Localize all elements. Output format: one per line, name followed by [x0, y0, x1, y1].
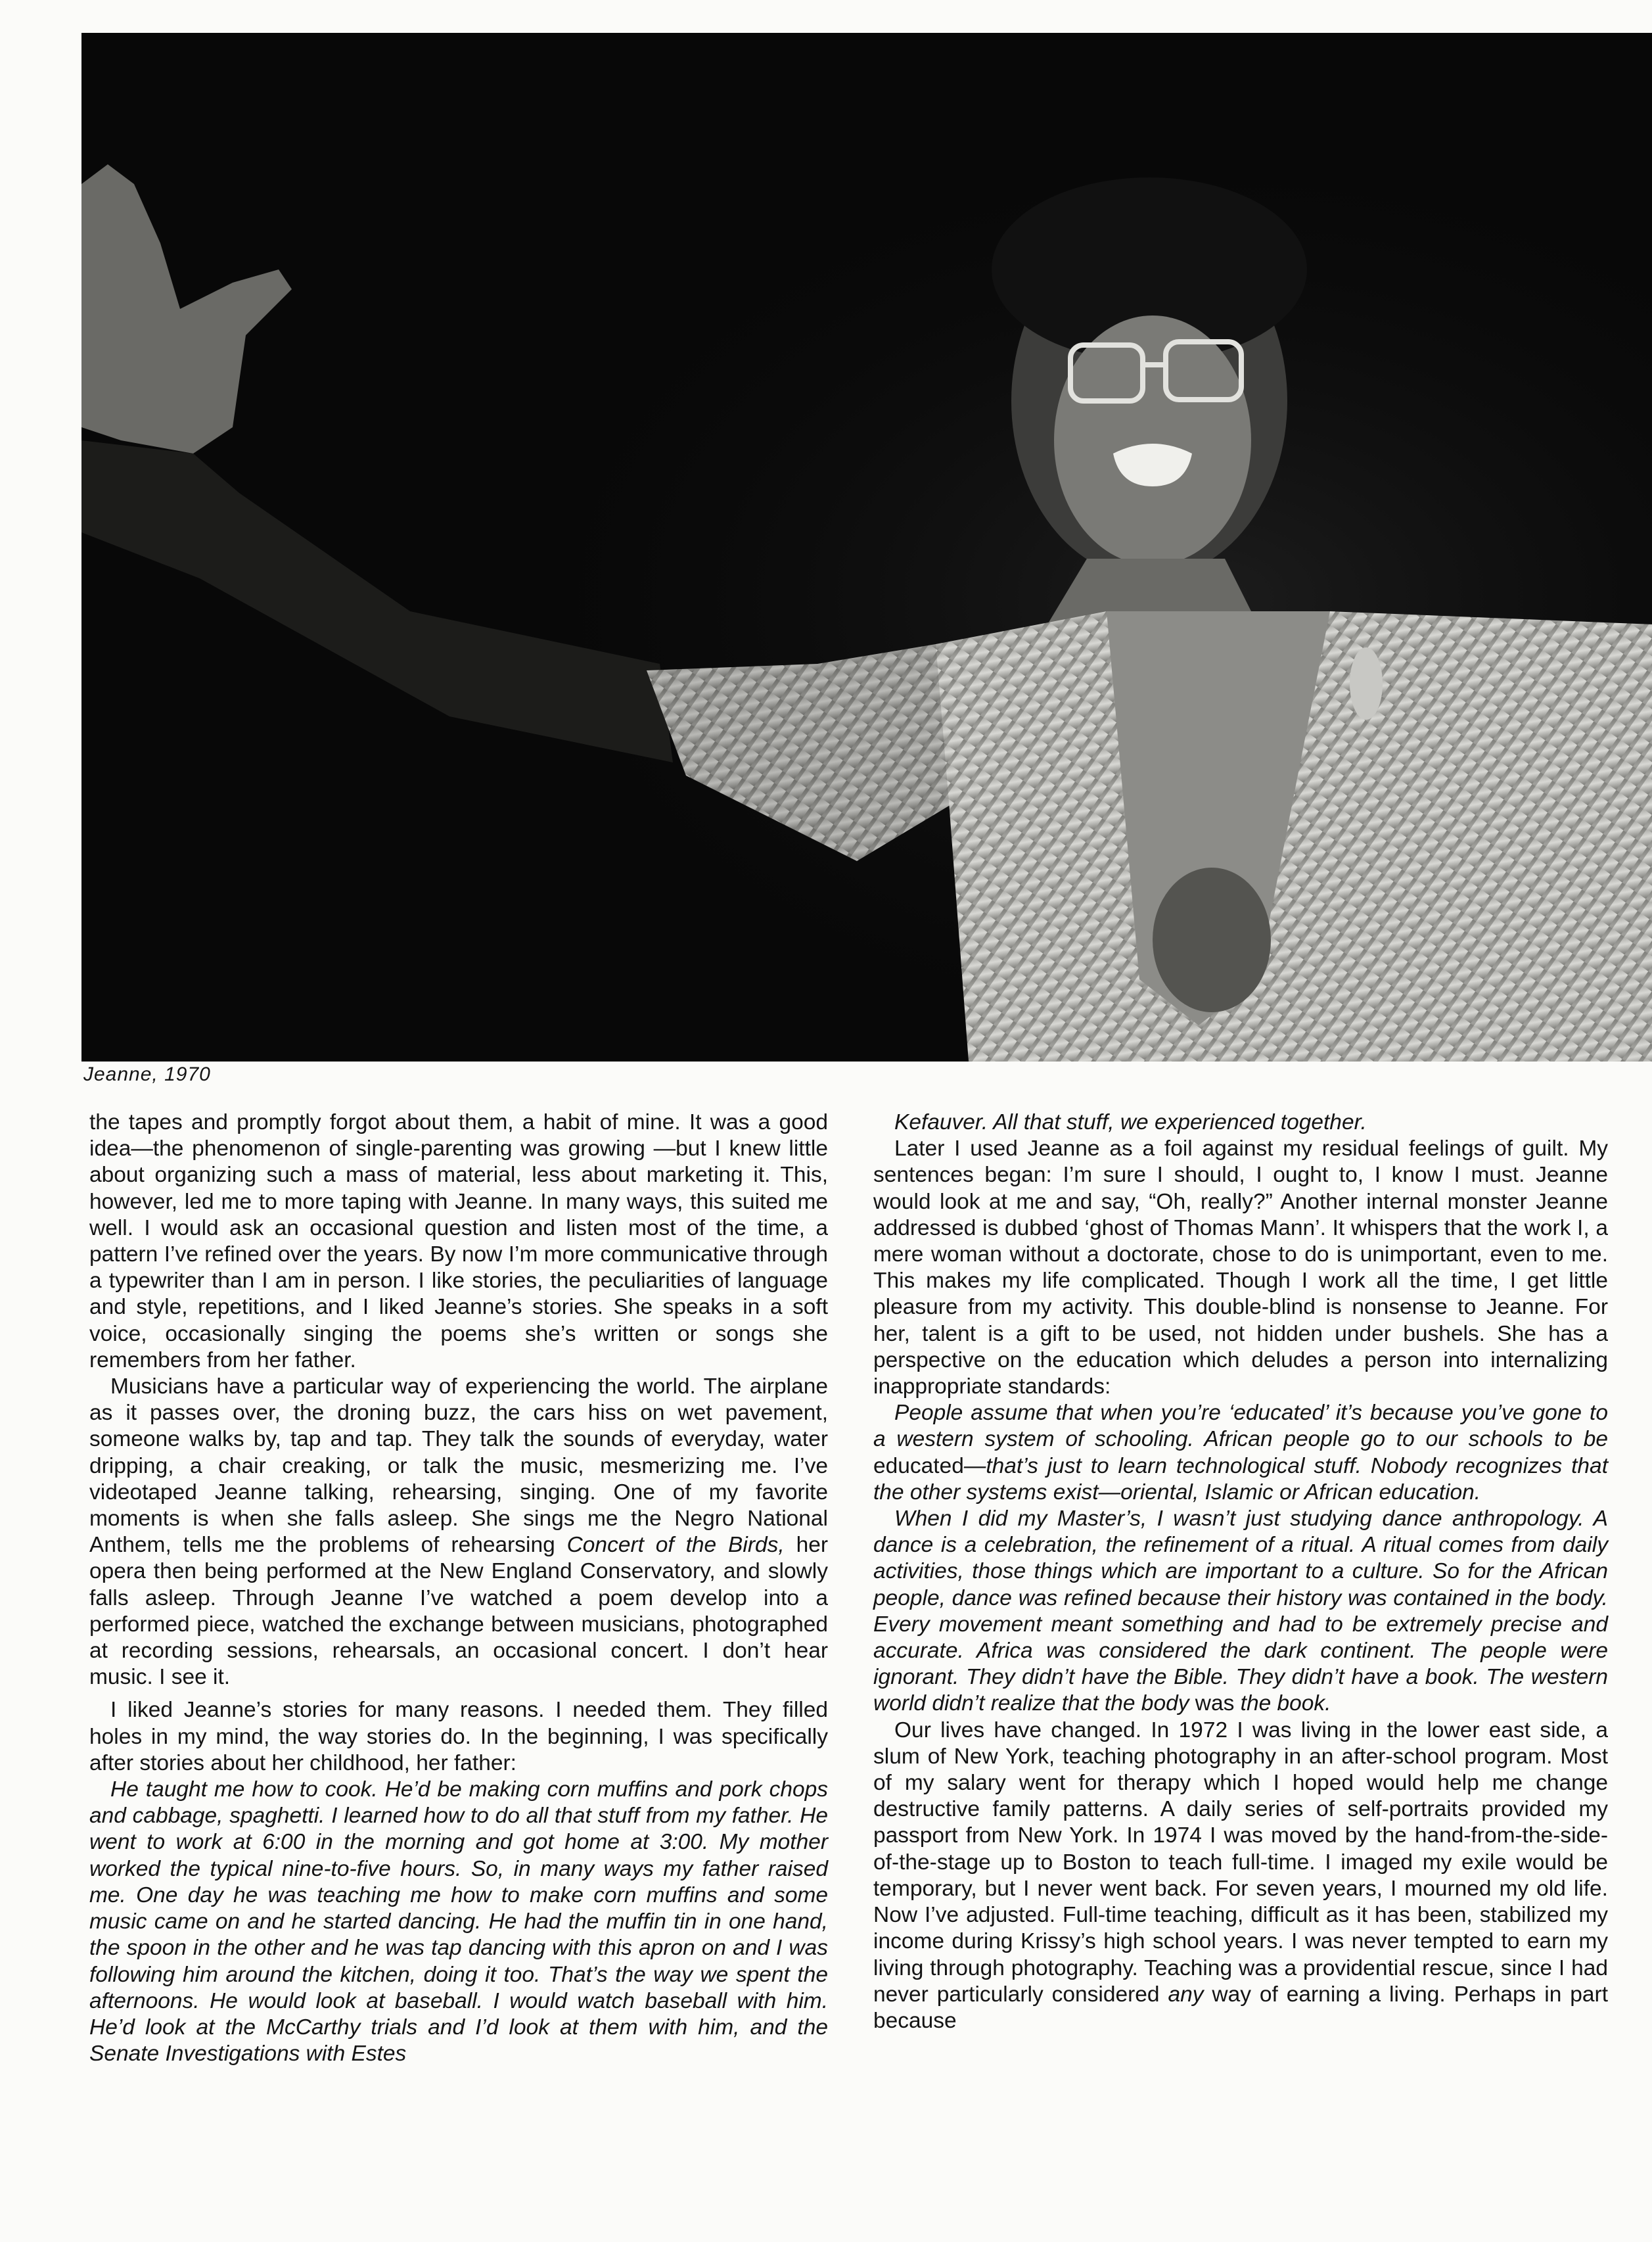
paragraph: the tapes and promptly forgot about them, a habit of mine. It was a good idea—the phenomenon of single-parenting was growing —but I knew little about organizing such a mass of material, less about marketing it. This, however, led me to more taping with Jeanne. In many ways, this suited me well. I would ask an occasional question and listen most of the time, a pattern I’ve refined over the years. By now I’m more communicative through a typewriter than I am in person. I like stories, the peculiarities of language and style, repetitions, and I liked Jeanne’s stories. She speaks in a soft voice, occasionally singing the poems she’s written or songs she remembers from her father.: [89, 1110, 828, 1372]
portrait-photo: [81, 33, 1652, 1062]
paragraph: Our lives have changed. In 1972 I was living in the lower east side, a slum of New York, teaching photography in an after-school program. Most of my salary went for therapy which I hoped would help me change destructive family patterns. A daily series of self-portraits provided my passport from New York. In 1974 I was moved by the hand-from-the-side-of-the-stage up to Boston to teach full-time. I imaged my exile would be temporary, but I never went back. For seven years, I mourned my old life. Now I’ve adjusted. Full-time teaching, difficult as it has been, stabilized my income during Krissy’s high school years. I was never tempted to earn my living through photography. Teaching was a providential rescue, since I had never particularly considered any way of earning a living. Perhaps in part because: [873, 1717, 1609, 2033]
quote-paragraph: Kefauver. All that stuff, we experienced together.: [894, 1110, 1367, 1134]
quote-paragraph: When I did my Master’s, I wasn’t just studying dance anthropology. A dance is a celebration, the refinement of a ritual. A ritual comes from daily activities, those things which are important to a culture. So for the African people, dance was refined because their history was contained in the body. Every movement meant something and had to be extremely precise and accurate. Africa was considered the dark continent. The people were ignorant. They didn’t have the Bible. They didn’t have a book. The western world didn’t realize that the body was the book.: [873, 1506, 1608, 1716]
quote-paragraph: People assume that when you’re ‘educated’ it’s because you’ve gone to a western system of schooling. African people go to our schools to be educated—that’s just to learn technological stuff. Nobody recognizes that the other systems exist—oriental, Islamic or African education.: [873, 1401, 1608, 1505]
paragraph: I liked Jeanne’s stories for many reasons. I needed them. They filled holes in my mind, the way stories do. In the beginning, I was specifically after stories about her childhood, her father:: [89, 1698, 828, 1775]
paragraph: Later I used Jeanne as a foil against my residual feelings of guilt. My sentences began: I’m sure I should, I ought to, I know I must. Jeanne would look at me and say, “Oh, really?” Another internal monster Jeanne addressed is dubbed ‘ghost of Thomas Mann’. It whispers that the work I, a mere woman without a doctorate, chose to do is unimportant, even to me. This makes my life complicated. Though I work all the time, I get little pleasure from my activity. This double-blind is nonsense to Jeanne. For her, talent is a gift to be used, not hidden under bushels. She has a perspective on the education which deludes a person into internalizing inappropriate standards:: [873, 1136, 1608, 1399]
quote-paragraph: He taught me how to cook. He’d be making corn muffins and pork chops and cabbage, spaghetti. I learned how to do all that stuff from my father. He went to work at 6:00 in the morning and got home at 3:00. My mother worked the typical nine-to-five hours. So, in many ways my father raised me. One day he was teaching me how to make corn muffins and some music came on and he started dancing. He had the muffin tin in one hand, the spoon in the other and he was tap dancing with this apron on and I was following him around the kitchen, doing it too. That’s the way we spent the afternoons. He would look at baseball. I would watch baseball with him. He’d look at the McCarthy trials and I’d look at them with him, and the Senate Investigations with Estes: [89, 1777, 828, 2067]
text-column-right: [873, 1109, 1608, 2034]
photo-caption: Jeanne, 1970: [83, 1063, 211, 1085]
paragraph: Musicians have a particular way of experiencing the world. The airplane as it passes over, the droning buzz, the cars hiss on wet pavement, someone walks by, tap and tap. They talk the sounds of everyday, water dripping, a chair creaking, or talk the music, mesmerizing me. I’ve videotaped Jeanne talking, rehearsing, singing. One of my favorite moments is when she falls asleep. She sings me the Negro National Anthem, tells me the problems of rehearsing Concert of the Birds, her opera then being performed at the New England Conservatory, and slowly falls asleep. Through Jeanne I’ve watched a poem develop into a performed piece, watched the exchange between musicians, photographed at recording sessions, rehearsals, an occasional concert. I don’t hear music. I see it.: [89, 1374, 828, 1690]
text-column-left: [89, 1109, 828, 2067]
